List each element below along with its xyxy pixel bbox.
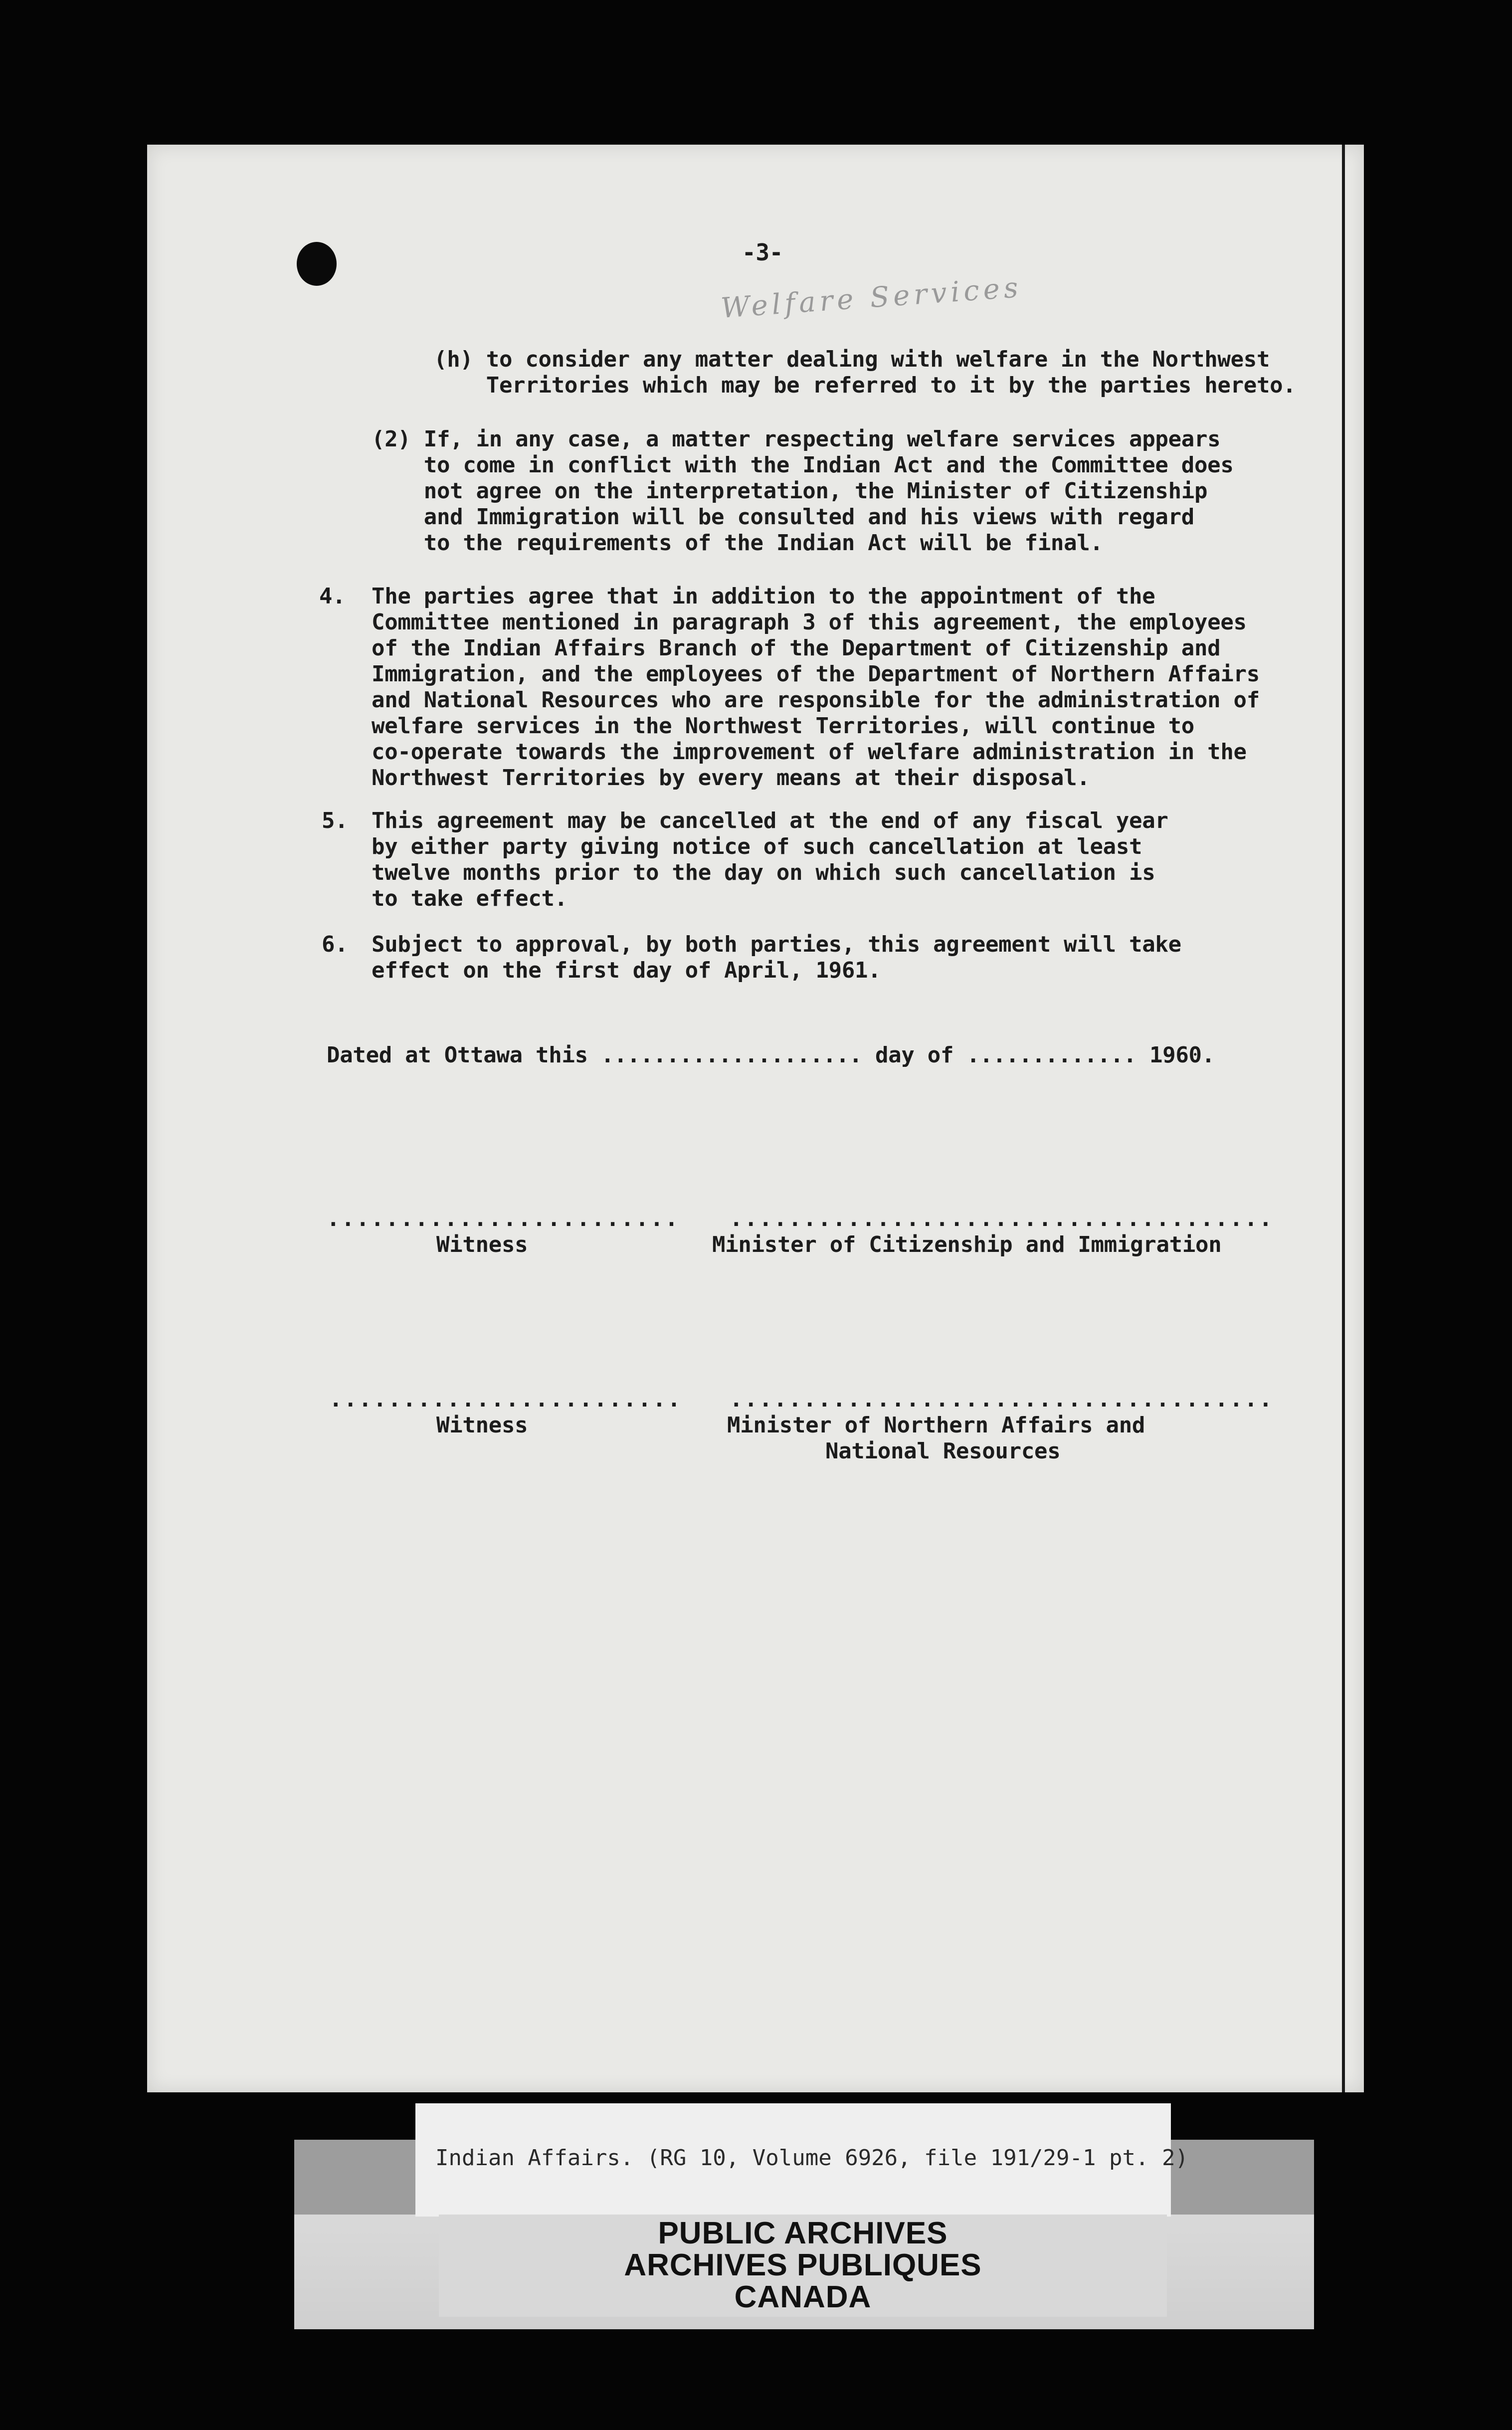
archive-reference-card xyxy=(415,2103,1188,2217)
item-2-line-2: to come in conflict with the Indian Act and the Committee does xyxy=(372,452,1234,478)
para-4-line-2: Committee mentioned in paragraph 3 of this agreement, the employees xyxy=(372,609,1247,635)
punch-hole xyxy=(297,242,337,286)
minister-label-2-line-2: National Resources xyxy=(825,1438,1061,1464)
para-5-line-4: to take effect. xyxy=(372,886,567,911)
stamp-line-1: PUBLIC ARCHIVES xyxy=(658,2216,948,2250)
para-4-line-8: Northwest Territories by every means at their disposal. xyxy=(372,765,1090,791)
minister-label-2-line-1: Minister of Northern Affairs and xyxy=(727,1413,1145,1438)
para-4-line-6: welfare services in the Northwest Territories, will continue to xyxy=(372,713,1194,739)
archive-stamp xyxy=(439,2215,1167,2317)
para-4-line-1: The parties agree that in addition to the appointment of the xyxy=(372,584,1155,609)
item-h-line-2: Territories which may be referred to it by the parties hereto. xyxy=(434,373,1296,398)
signature-line-minister-2: ..................................... xyxy=(730,1387,1274,1412)
para-5-number: 5. xyxy=(322,808,348,833)
para-6-line-1: Subject to approval, by both parties, this agreement will take xyxy=(372,932,1181,957)
item-2-line-1: (2) If, in any case, a matter respecting welfare services appears xyxy=(372,426,1221,452)
signature-line-witness-2: ........................ xyxy=(329,1387,682,1412)
item-h-line-1: (h) to consider any matter dealing with welfare in the Northwest xyxy=(434,347,1270,372)
para-6-line-2: effect on the first day of April, 1961. xyxy=(372,958,881,983)
para-6-number: 6. xyxy=(322,932,348,957)
signature-line-minister-1: ..................................... xyxy=(730,1206,1274,1231)
item-2-line-5: to the requirements of the Indian Act will be final. xyxy=(372,530,1103,556)
stamp-line-3: CANADA xyxy=(734,2280,872,2314)
para-4-line-4: Immigration, and the employees of the Department of Northern Affairs xyxy=(372,661,1260,687)
para-4-number: 4. xyxy=(319,584,346,609)
minister-label-1: Minister of Citizenship and Immigration xyxy=(712,1232,1222,1257)
para-5-line-1: This agreement may be cancelled at the end of any fiscal year xyxy=(372,808,1168,833)
witness-label-1: Witness xyxy=(436,1232,528,1257)
para-5-line-3: twelve months prior to the day on which such cancellation is xyxy=(372,860,1155,885)
para-4-line-3: of the Indian Affairs Branch of the Department of Citizenship and xyxy=(372,635,1221,661)
archive-reference: Indian Affairs. (RG 10, Volume 6926, file 191/29-1 pt. 2) xyxy=(435,2145,1188,2171)
stamp-line-2: ARCHIVES PUBLIQUES xyxy=(624,2248,982,2282)
page-number: -3- xyxy=(742,239,783,266)
para-4-line-5: and National Resources who are responsible for the administration of xyxy=(372,687,1260,713)
para-5-line-2: by either party giving notice of such cancellation at least xyxy=(372,834,1142,859)
para-4-line-7: co-operate towards the improvement of welfare administration in the xyxy=(372,739,1247,765)
item-2-line-3: not agree on the interpretation, the Minister of Citizenship xyxy=(372,478,1208,504)
handwritten-note: Welfare Services xyxy=(720,271,1023,325)
item-2-line-4: and Immigration will be consulted and his views with regard xyxy=(372,504,1194,530)
signature-line-witness-1: ........................ xyxy=(327,1206,680,1231)
witness-label-2: Witness xyxy=(436,1413,528,1438)
page-edge xyxy=(1342,145,1345,2092)
document-page xyxy=(147,145,1364,2092)
dated-line: Dated at Ottawa this .................... day of ............. 1960. xyxy=(327,1042,1215,1068)
